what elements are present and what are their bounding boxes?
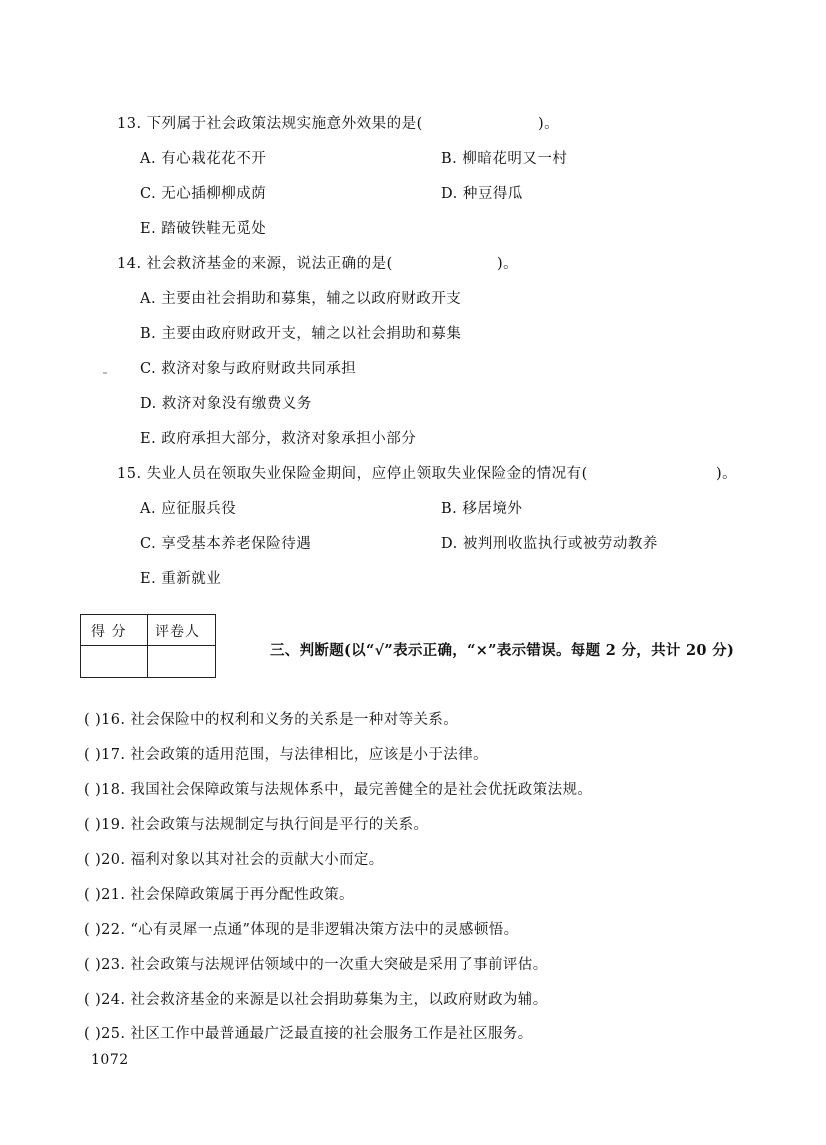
section-3-title: 三、判断题(以“√”表示正确，“×”表示错误。每题 2 分，共计 20 分)	[270, 642, 735, 659]
tf-item-16: ( )16. 社会保险中的权利和义务的关系是一种对等关系。	[84, 712, 459, 728]
question-14-stem: 14. 社会救济基金的来源，说法正确的是(	[117, 256, 393, 272]
page-number: 1072	[91, 1052, 129, 1068]
question-13-option-d: D. 种豆得瓜	[441, 186, 523, 202]
question-14-option-a: A. 主要由社会捐助和募集，辅之以政府财政开支	[140, 291, 462, 307]
scan-speck	[103, 372, 107, 374]
question-13-option-e: E. 踏破铁鞋无觅处	[140, 221, 267, 237]
question-14-option-e: E. 政府承担大部分，救济对象承担小部分	[140, 431, 417, 447]
question-13-close: )。	[538, 116, 560, 132]
grader-label: 评卷人	[155, 624, 200, 640]
score-label: 得 分	[91, 624, 127, 640]
tf-item-19: ( )19. 社会政策与法规制定与执行间是平行的关系。	[84, 817, 429, 833]
question-13-stem: 13. 下列属于社会政策法规实施意外效果的是(	[117, 116, 423, 132]
tf-item-18: ( )18. 我国社会保障政策与法规体系中，最完善健全的是社会优抚政策法规。	[84, 782, 593, 798]
tf-item-25: ( )25. 社区工作中最普通最广泛最直接的社会服务工作是社区服务。	[84, 1026, 533, 1042]
score-input-cell[interactable]	[81, 646, 147, 677]
question-15-option-b: B. 移居境外	[441, 501, 523, 517]
question-14-option-b: B. 主要由政府财政开支，辅之以社会捐助和募集	[140, 326, 462, 342]
question-15-option-e: E. 重新就业	[140, 571, 222, 587]
question-15-option-a: A. 应征服兵役	[140, 501, 237, 517]
question-13-option-a: A. 有心栽花花不开	[140, 151, 267, 167]
question-14-option-c: C. 救济对象与政府财政共同承担	[140, 361, 357, 377]
tf-item-24: ( )24. 社会救济基金的来源是以社会捐助募集为主，以政府财政为辅。	[84, 992, 548, 1008]
tf-item-17: ( )17. 社会政策的适用范围，与法律相比，应该是小于法律。	[84, 747, 488, 763]
tf-item-20: ( )20. 福利对象以其对社会的贡献大小而定。	[84, 852, 384, 868]
question-15-close: )。	[716, 466, 738, 482]
question-15-option-c: C. 享受基本养老保险待遇	[140, 536, 312, 552]
score-box	[80, 614, 216, 678]
tf-item-22: ( )22. “心有灵犀一点通”体现的是非逻辑决策方法中的灵感顿悟。	[84, 922, 519, 938]
tf-item-23: ( )23. 社会政策与法规评估领域中的一次重大突破是采用了事前评估。	[84, 957, 548, 973]
question-14-option-d: D. 救济对象没有缴费义务	[140, 396, 312, 412]
grader-input-cell[interactable]	[148, 646, 215, 677]
question-13-option-c: C. 无心插柳柳成荫	[140, 186, 267, 202]
question-13-option-b: B. 柳暗花明又一村	[441, 151, 568, 167]
tf-item-21: ( )21. 社会保障政策属于再分配性政策。	[84, 887, 354, 903]
question-15-option-d: D. 被判刑收监执行或被劳动教养	[441, 536, 658, 552]
question-14-close: )。	[497, 256, 519, 272]
question-15-stem: 15. 失业人员在领取失业保险金期间，应停止领取失业保险金的情况有(	[117, 466, 588, 482]
